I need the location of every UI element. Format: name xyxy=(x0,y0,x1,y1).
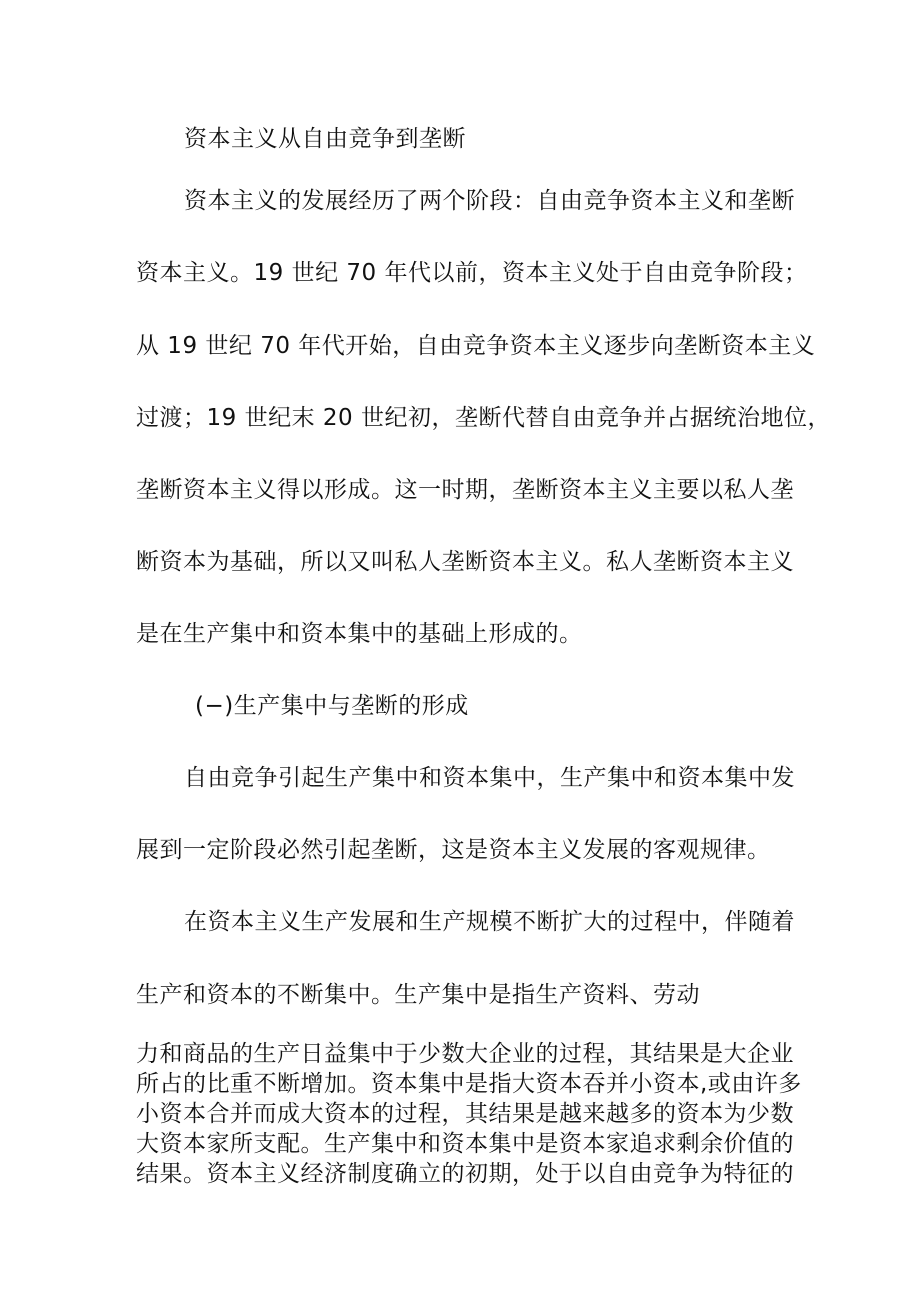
paragraph-1-line-1: 资本主义的发展经历了两个阶段：自由竞争资本主义和垄断 xyxy=(184,188,795,214)
paragraph-4-line-2: 所占的比重不断增加。资本集中是指大资本吞并小资本,或由许多 xyxy=(136,1071,802,1097)
paragraph-4-line-4: 大资本家所支配。生产集中和资本集中是资本家追求剩余价值的 xyxy=(136,1131,794,1157)
paragraph-1-line-4: 过渡；19 世纪末 20 世纪初，垄断代替自由竞争并占据统治地位， xyxy=(136,405,831,431)
paragraph-4-line-5: 结果。资本主义经济制度确立的初期，处于以自由竞争为特征的 xyxy=(136,1161,794,1187)
section-heading: (−)生产集中与垄断的形成 xyxy=(195,693,469,719)
paragraph-4-line-1: 力和商品的生产日益集中于少数大企业的过程，其结果是大企业 xyxy=(136,1041,794,1067)
paragraph-2-line-2: 展到一定阶段必然引起垄断，这是资本主义发展的客观规律。 xyxy=(136,837,771,863)
paragraph-1-line-6: 断资本为基础，所以又叫私人垄断资本主义。私人垄断资本主义 xyxy=(136,549,794,575)
paragraph-1-line-5: 垄断资本主义得以形成。这一时期，垄断资本主义主要以私人垄 xyxy=(136,477,794,503)
paragraph-4 xyxy=(136,1039,802,1189)
paragraph-1-line-7: 是在生产集中和资本集中的基础上形成的。 xyxy=(136,621,583,647)
paragraph-2-line-1: 自由竞争引起生产集中和资本集中，生产集中和资本集中发 xyxy=(184,765,795,791)
document-title: 资本主义从自由竞争到垄断 xyxy=(184,126,466,152)
paragraph-4-line-3: 小资本合并而成大资本的过程，其结果是越来越多的资本为少数 xyxy=(136,1101,794,1127)
paragraph-1-line-2: 资本主义。19 世纪 70 年代以前，资本主义处于自由竞争阶段； xyxy=(136,260,808,286)
paragraph-3-line-1: 在资本主义生产发展和生产规模不断扩大的过程中，伴随着 xyxy=(184,909,795,935)
paragraph-3-line-2: 生产和资本的不断集中。生产集中是指生产资料、劳动 xyxy=(136,982,700,1008)
paragraph-1-line-3: 从 19 世纪 70 年代开始，自由竞争资本主义逐步向垄断资本主义 xyxy=(136,333,816,359)
